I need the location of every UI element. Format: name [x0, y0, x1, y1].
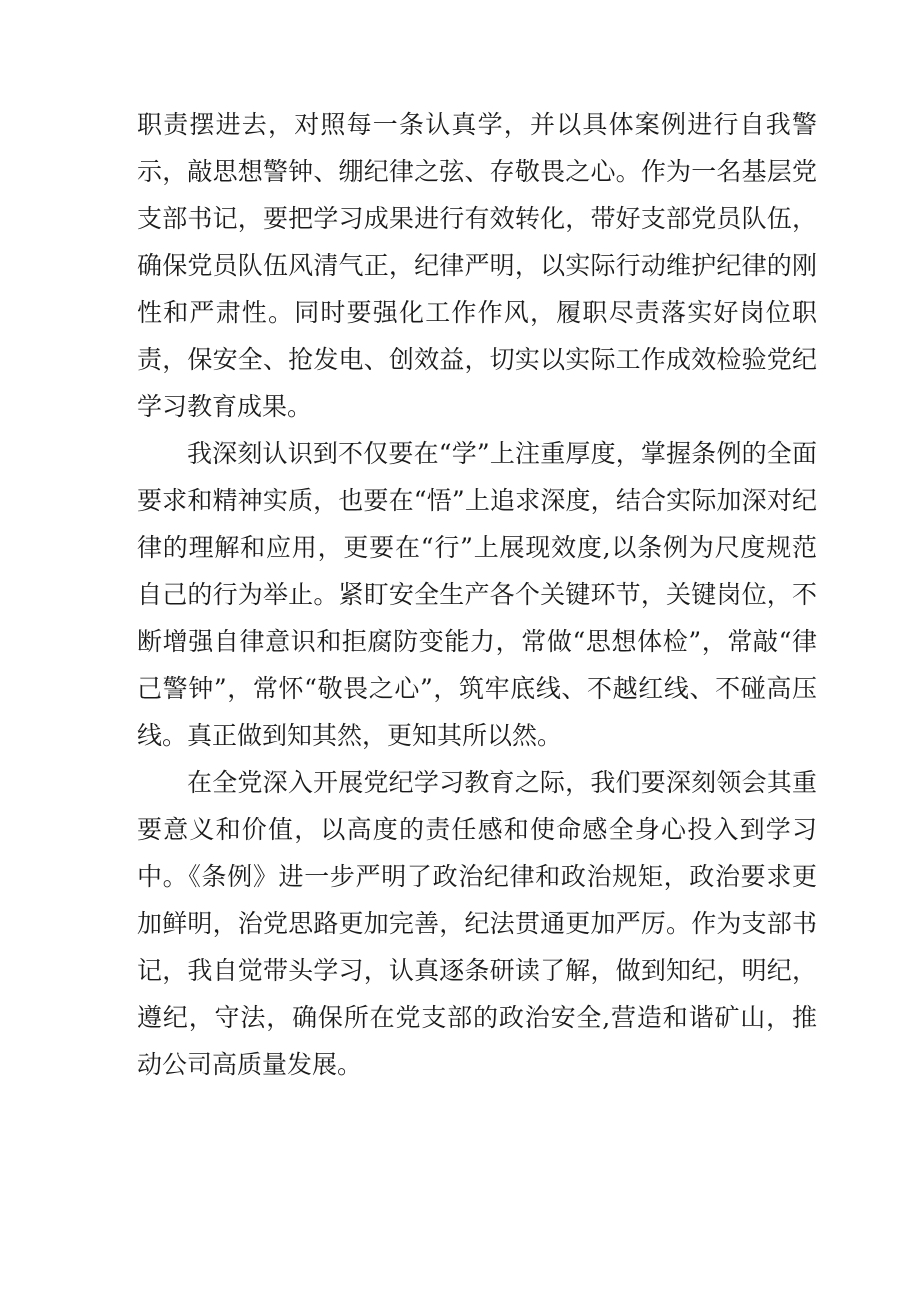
paragraph-understanding: 我深刻认识到不仅要在“学”上注重厚度，掌握条例的全面要求和精神实质，也要在“悟”上追求深度，结合实际加深对纪律的理解和应用，更要在“行”上展现效度,以条例为尺度规范自己的行为举止。紧盯安全生产各个关键环节，关键岗位，不断增强自律意识和拒腐防变能力，常做“思想体检”，常敲“律己警钟”，常怀“敬畏之心”，筑牢底线、不越红线、不碰高压线。真正做到知其然，更知其所以然。 [137, 439, 817, 750]
paragraph-party-discipline-study: 在全党深入开展党纪学习教育之际，我们要深刻领会其重要意义和价值，以高度的责任感和使命感全身心投入到学习中。《条例》进一步严明了政治纪律和政治规矩，政治要求更加鲜明，治党思路更加完善，纪法贯通更加严厉。作为支部书记，我自觉带头学习，认真逐条研读了解，做到知纪，明纪，遵纪，守法，确保所在党支部的政治安全,营造和谐矿山，推动公司高质量发展。 [137, 768, 817, 1079]
document-body [137, 101, 817, 1088]
paragraph-continuation: 职责摆进去，对照每一条认真学，并以具体案例进行自我警示，敲思想警钟、绷纪律之弦、存敬畏之心。作为一名基层党支部书记，要把学习成果进行有效转化，带好支部党员队伍，确保党员队伍风清气正，纪律严明，以实际行动维护纪律的刚性和严肃性。同时要强化工作作风，履职尽责落实好岗位职责，保安全、抢发电、创效益，切实以实际工作成效检验党纪学习教育成果。 [137, 110, 817, 421]
